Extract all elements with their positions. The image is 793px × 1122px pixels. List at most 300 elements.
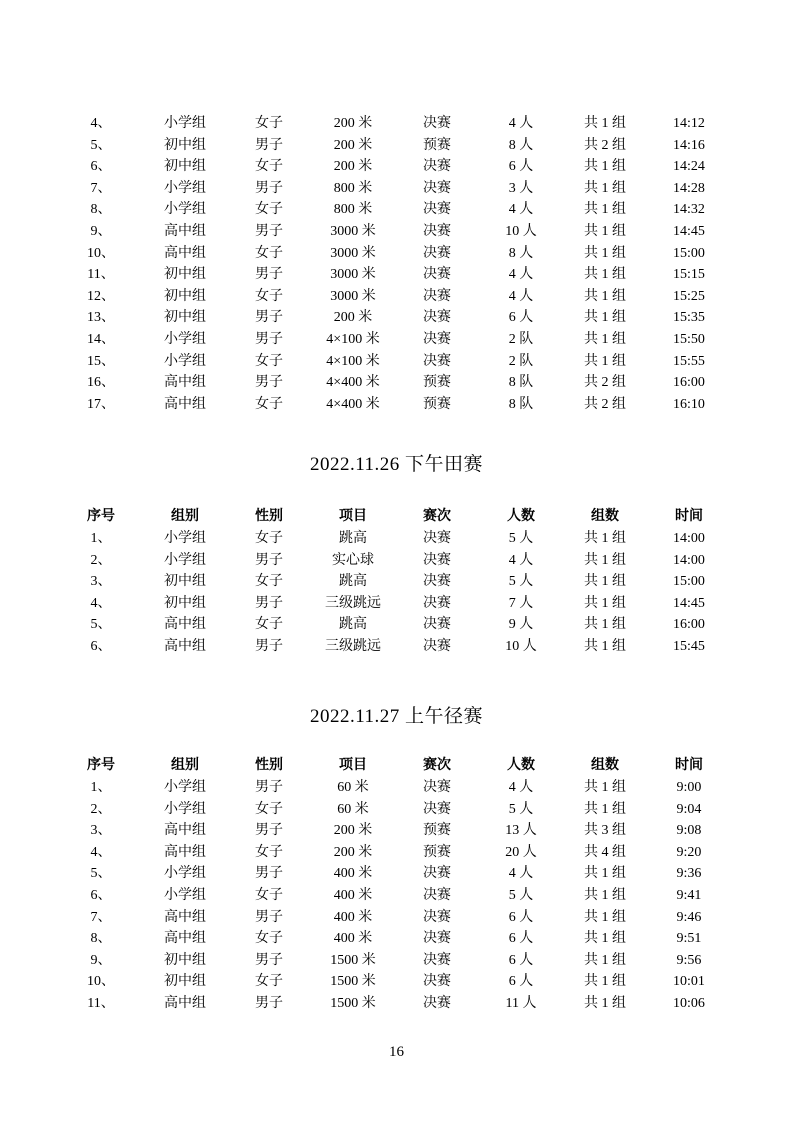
column-header: 赛次 (423, 509, 451, 525)
table-cell: 11、 (87, 267, 115, 283)
table-cell: 跳高 (339, 617, 367, 633)
table-cell: 6 人 (508, 952, 534, 968)
table-cell: 14:12 (673, 116, 705, 131)
table-cell: 10:06 (673, 996, 705, 1011)
table-cell: 15:55 (673, 353, 705, 369)
table-cell: 17、 (87, 396, 115, 412)
table-row (59, 614, 731, 636)
table-cell: 8 队 (508, 396, 534, 412)
table-cell: 共 3 组 (584, 823, 626, 839)
table-cell: 共 1 组 (584, 530, 626, 546)
table-row (59, 885, 731, 907)
table-cell: 11 人 (505, 996, 537, 1011)
table-cell: 3 人 (508, 180, 534, 196)
table-cell: 9:51 (676, 931, 702, 947)
table-cell: 决赛 (423, 353, 451, 369)
table-cell: 初中组 (164, 267, 206, 283)
table-cell: 男子 (255, 866, 283, 882)
table-cell: 4 人 (508, 116, 534, 131)
table-cell: 7、 (90, 909, 112, 925)
table-cell: 共 1 组 (584, 780, 626, 796)
table-cell: 13、 (87, 310, 115, 326)
table-cell: 1、 (90, 780, 112, 796)
table-cell: 预赛 (423, 844, 451, 860)
column-header: 性别 (255, 509, 283, 525)
table-cell: 共 1 组 (584, 245, 626, 261)
table-cell: 7、 (90, 180, 112, 196)
table-cell: 预赛 (423, 375, 451, 391)
table-cell: 2 队 (508, 331, 534, 347)
table-cell: 6、 (90, 159, 112, 175)
table-cell: 共 1 组 (584, 888, 626, 904)
table-cell: 8、 (90, 202, 112, 218)
table-cell: 共 1 组 (584, 288, 626, 304)
table-cell: 决赛 (423, 801, 451, 817)
table-cell: 共 1 组 (584, 159, 626, 175)
table-cell: 14:00 (673, 530, 705, 546)
table-cell: 共 1 组 (584, 595, 626, 611)
table-cell: 女子 (255, 202, 283, 218)
table-cell: 小学组 (164, 353, 206, 369)
column-header: 序号 (87, 509, 115, 525)
table-cell: 6 人 (508, 931, 534, 947)
table-cell: 决赛 (423, 223, 451, 239)
table-cell: 9:08 (676, 823, 702, 839)
table-row (59, 221, 731, 243)
table-cell: 预赛 (423, 823, 451, 839)
table-cell: 决赛 (423, 267, 451, 283)
table-cell: 共 2 组 (584, 396, 626, 412)
table-cell: 高中组 (164, 223, 206, 239)
table-cell: 共 1 组 (584, 974, 626, 990)
table-cell: 12、 (87, 288, 115, 304)
table-cell: 400 米 (333, 866, 373, 882)
table-cell: 决赛 (423, 574, 451, 590)
table-cell: 200 米 (333, 137, 373, 153)
table-cell: 60 米 (337, 780, 369, 796)
table-cell: 女子 (255, 617, 283, 633)
table-cell: 共 1 组 (584, 574, 626, 590)
table-cell: 5 人 (508, 530, 534, 546)
section-title: 2022.11.26 下午田赛 (309, 454, 484, 476)
table-cell: 决赛 (423, 888, 451, 904)
table-cell: 共 1 组 (584, 866, 626, 882)
table-cell: 初中组 (164, 974, 206, 990)
column-header: 时间 (675, 509, 703, 525)
table-cell: 7 人 (508, 595, 534, 611)
table-cell: 小学组 (164, 331, 206, 347)
page-number: 16 (389, 1043, 404, 1060)
table-cell: 高中组 (164, 396, 206, 412)
table-cell: 14:32 (673, 202, 705, 218)
table-cell: 16:10 (673, 396, 705, 412)
table-cell: 15:00 (673, 574, 705, 590)
table-cell: 三级跳远 (325, 638, 381, 654)
table-cell: 6 人 (508, 310, 534, 326)
table-cell: 14:45 (673, 223, 705, 239)
table-cell: 200 米 (333, 844, 373, 860)
table-cell: 4×100 米 (326, 353, 380, 369)
table-row (59, 243, 731, 265)
table-row (59, 113, 731, 135)
table-cell: 女子 (255, 396, 283, 412)
table-cell: 实心球 (332, 552, 374, 568)
table-cell: 9 人 (508, 617, 534, 633)
table-cell: 小学组 (164, 888, 206, 904)
table-cell: 小学组 (164, 180, 206, 196)
table-cell: 小学组 (164, 116, 206, 131)
table-cell: 15:45 (673, 638, 705, 654)
table-cell: 14:16 (673, 137, 705, 153)
schedule-section (0, 113, 793, 415)
table-cell: 400 米 (333, 931, 373, 947)
table-cell: 4 人 (508, 202, 534, 218)
table-cell: 4 人 (508, 552, 534, 568)
table-cell: 小学组 (164, 530, 206, 546)
table-cell: 男子 (255, 331, 283, 347)
table-row (59, 950, 731, 972)
table-row (59, 571, 731, 593)
table-cell: 男子 (255, 952, 283, 968)
table-cell: 决赛 (423, 180, 451, 196)
table-cell: 小学组 (164, 552, 206, 568)
table-cell: 决赛 (423, 288, 451, 304)
table-row (59, 307, 731, 329)
table-cell: 女子 (255, 574, 283, 590)
column-header: 组别 (171, 509, 199, 525)
table-cell: 男子 (255, 638, 283, 654)
column-header: 组数 (591, 758, 619, 774)
table-row (59, 264, 731, 286)
column-header: 组别 (171, 758, 199, 774)
table-row (59, 777, 731, 799)
table-cell: 200 米 (333, 159, 373, 175)
table-cell: 9、 (90, 952, 112, 968)
table-cell: 女子 (255, 974, 283, 990)
table-cell: 9:46 (676, 909, 702, 925)
table-cell: 决赛 (423, 866, 451, 882)
table-cell: 男子 (255, 310, 283, 326)
table-cell: 400 米 (333, 909, 373, 925)
schedule-sections (0, 113, 793, 1015)
table-cell: 200 米 (333, 116, 373, 131)
table-cell: 800 米 (333, 180, 373, 196)
table-cell: 10:01 (673, 974, 705, 990)
table-cell: 决赛 (423, 331, 451, 347)
table-row (59, 799, 731, 821)
table-row (59, 993, 731, 1015)
table-cell: 决赛 (423, 116, 451, 131)
table-cell: 共 1 组 (584, 202, 626, 218)
table-cell: 共 1 组 (584, 931, 626, 947)
schedule-table (59, 755, 731, 1014)
table-cell: 决赛 (423, 638, 451, 654)
table-cell: 决赛 (423, 159, 451, 175)
table-cell: 男子 (255, 823, 283, 839)
table-cell: 4×100 米 (326, 331, 380, 347)
table-cell: 共 1 组 (584, 552, 626, 568)
table-cell: 跳高 (339, 574, 367, 590)
table-cell: 6、 (90, 638, 112, 654)
table-cell: 9:36 (676, 866, 702, 882)
table-cell: 4 人 (508, 866, 534, 882)
table-cell: 共 2 组 (584, 375, 626, 391)
table-cell: 15:00 (673, 245, 705, 261)
table-cell: 高中组 (164, 638, 206, 654)
table-cell: 男子 (255, 180, 283, 196)
table-cell: 决赛 (423, 202, 451, 218)
table-cell: 4、 (90, 844, 112, 860)
column-header: 项目 (339, 758, 367, 774)
table-cell: 共 1 组 (584, 638, 626, 654)
table-cell: 16:00 (673, 617, 705, 633)
table-cell: 高中组 (164, 823, 206, 839)
table-cell: 初中组 (164, 159, 206, 175)
table-cell: 跳高 (339, 530, 367, 546)
table-cell: 5、 (90, 866, 112, 882)
table-cell: 3000 米 (330, 267, 376, 283)
table-row (59, 286, 731, 308)
table-cell: 男子 (255, 267, 283, 283)
table-cell: 1500 米 (330, 952, 376, 968)
table-row (59, 528, 731, 550)
table-cell: 8 人 (508, 137, 534, 153)
table-cell: 10、 (87, 245, 115, 261)
schedule-table (59, 113, 731, 415)
table-cell: 初中组 (164, 137, 206, 153)
table-cell: 4 人 (508, 267, 534, 283)
table-header-row (59, 506, 731, 528)
table-cell: 预赛 (423, 137, 451, 153)
table-cell: 6 人 (508, 974, 534, 990)
table-cell: 小学组 (164, 780, 206, 796)
table-cell: 14:00 (673, 552, 705, 568)
table-cell: 10 人 (505, 223, 537, 239)
table-cell: 男子 (255, 595, 283, 611)
table-cell: 小学组 (164, 801, 206, 817)
table-cell: 决赛 (423, 617, 451, 633)
table-cell: 初中组 (164, 288, 206, 304)
table-cell: 共 1 组 (584, 952, 626, 968)
table-cell: 4、 (90, 116, 112, 131)
table-cell: 4×400 米 (326, 375, 380, 391)
table-cell: 14:45 (673, 595, 705, 611)
table-cell: 14:28 (673, 180, 705, 196)
table-cell: 男子 (255, 375, 283, 391)
table-cell: 初中组 (164, 595, 206, 611)
table-row (59, 593, 731, 615)
table-cell: 男子 (255, 552, 283, 568)
table-cell: 60 米 (337, 801, 369, 817)
table-cell: 4×400 米 (326, 396, 380, 412)
table-row (59, 156, 731, 178)
table-cell: 9:00 (676, 780, 702, 796)
table-cell: 女子 (255, 159, 283, 175)
table-cell: 15:25 (673, 288, 705, 304)
schedule-section (0, 451, 793, 657)
table-row (59, 820, 731, 842)
table-cell: 高中组 (164, 996, 206, 1011)
column-header: 项目 (339, 509, 367, 525)
table-cell: 决赛 (423, 595, 451, 611)
table-cell: 200 米 (333, 823, 373, 839)
table-cell: 高中组 (164, 617, 206, 633)
table-cell: 9、 (90, 223, 112, 239)
table-cell: 高中组 (164, 844, 206, 860)
table-cell: 高中组 (164, 375, 206, 391)
table-cell: 初中组 (164, 952, 206, 968)
column-header: 人数 (507, 509, 535, 525)
table-cell: 1500 米 (330, 974, 376, 990)
table-cell: 4 人 (508, 288, 534, 304)
table-cell: 10、 (87, 974, 115, 990)
table-cell: 初中组 (164, 310, 206, 326)
table-cell: 共 1 组 (584, 116, 626, 131)
table-cell: 共 1 组 (584, 617, 626, 633)
table-cell: 6、 (90, 888, 112, 904)
table-cell: 共 1 组 (584, 353, 626, 369)
table-cell: 共 1 组 (584, 331, 626, 347)
table-row (59, 135, 731, 157)
column-header: 人数 (507, 758, 535, 774)
table-cell: 5 人 (508, 574, 534, 590)
table-cell: 初中组 (164, 574, 206, 590)
table-cell: 2、 (90, 552, 112, 568)
table-cell: 女子 (255, 801, 283, 817)
table-cell: 决赛 (423, 931, 451, 947)
table-cell: 女子 (255, 844, 283, 860)
table-cell: 预赛 (423, 396, 451, 412)
table-cell: 200 米 (333, 310, 373, 326)
table-cell: 20 人 (505, 844, 537, 860)
table-cell: 16、 (87, 375, 115, 391)
table-row (59, 907, 731, 929)
table-cell: 共 2 组 (584, 137, 626, 153)
table-cell: 15:35 (673, 310, 705, 326)
table-cell: 决赛 (423, 245, 451, 261)
table-cell: 8 队 (508, 375, 534, 391)
table-cell: 男子 (255, 137, 283, 153)
table-cell: 男子 (255, 780, 283, 796)
schedule-section (0, 703, 793, 1014)
table-cell: 9:56 (676, 952, 702, 968)
table-cell: 11、 (87, 996, 115, 1011)
table-cell: 男子 (255, 223, 283, 239)
table-cell: 共 1 组 (584, 801, 626, 817)
table-cell: 决赛 (423, 780, 451, 796)
table-cell: 共 1 组 (584, 996, 626, 1011)
table-cell: 共 4 组 (584, 844, 626, 860)
table-cell: 决赛 (423, 909, 451, 925)
table-row (59, 636, 731, 658)
table-row (59, 178, 731, 200)
table-cell: 共 1 组 (584, 267, 626, 283)
table-cell: 高中组 (164, 245, 206, 261)
table-cell: 决赛 (423, 996, 451, 1011)
table-cell: 共 1 组 (584, 310, 626, 326)
table-cell: 高中组 (164, 931, 206, 947)
table-cell: 3000 米 (330, 245, 376, 261)
table-cell: 决赛 (423, 530, 451, 546)
table-cell: 共 1 组 (584, 180, 626, 196)
column-header: 组数 (591, 509, 619, 525)
table-cell: 三级跳远 (325, 595, 381, 611)
table-cell: 3、 (90, 823, 112, 839)
table-cell: 5、 (90, 137, 112, 153)
table-cell: 6 人 (508, 909, 534, 925)
table-cell: 10 人 (505, 638, 537, 654)
table-header-row (59, 755, 731, 777)
table-row (59, 550, 731, 572)
table-cell: 15:50 (673, 331, 705, 347)
table-cell: 6 人 (508, 159, 534, 175)
table-cell: 女子 (255, 931, 283, 947)
table-cell: 决赛 (423, 552, 451, 568)
table-cell: 9:41 (676, 888, 702, 904)
table-cell: 5 人 (508, 801, 534, 817)
table-cell: 女子 (255, 288, 283, 304)
table-cell: 男子 (255, 996, 283, 1011)
table-cell: 9:20 (676, 844, 702, 860)
table-cell: 800 米 (333, 202, 373, 218)
table-cell: 小学组 (164, 202, 206, 218)
table-cell: 3000 米 (330, 288, 376, 304)
table-row (59, 394, 731, 416)
table-cell: 高中组 (164, 909, 206, 925)
table-cell: 5 人 (508, 888, 534, 904)
table-cell: 4、 (90, 595, 112, 611)
table-cell: 女子 (255, 530, 283, 546)
schedule-table (59, 506, 731, 657)
table-cell: 1500 米 (330, 996, 376, 1011)
table-cell: 共 1 组 (584, 223, 626, 239)
table-row (59, 199, 731, 221)
table-cell: 3、 (90, 574, 112, 590)
table-cell: 13 人 (505, 823, 537, 839)
table-cell: 16:00 (673, 375, 705, 391)
column-header: 时间 (675, 758, 703, 774)
table-row (59, 351, 731, 373)
table-cell: 男子 (255, 909, 283, 925)
column-header: 赛次 (423, 758, 451, 774)
table-cell: 3000 米 (330, 223, 376, 239)
column-header: 性别 (255, 758, 283, 774)
table-row (59, 842, 731, 864)
table-cell: 14、 (87, 331, 115, 347)
table-row (59, 971, 731, 993)
table-cell: 女子 (255, 245, 283, 261)
table-cell: 女子 (255, 888, 283, 904)
table-cell: 400 米 (333, 888, 373, 904)
table-cell: 15:15 (673, 267, 705, 283)
table-cell: 2、 (90, 801, 112, 817)
table-cell: 5、 (90, 617, 112, 633)
section-title: 2022.11.27 上午径赛 (309, 706, 484, 728)
table-cell: 女子 (255, 116, 283, 131)
table-cell: 共 1 组 (584, 909, 626, 925)
table-cell: 决赛 (423, 974, 451, 990)
table-cell: 决赛 (423, 310, 451, 326)
table-cell: 15、 (87, 353, 115, 369)
table-row (59, 329, 731, 351)
table-row (59, 928, 731, 950)
table-cell: 决赛 (423, 952, 451, 968)
table-cell: 14:24 (673, 159, 705, 175)
table-cell: 女子 (255, 353, 283, 369)
table-cell: 1、 (90, 530, 112, 546)
table-cell: 9:04 (676, 801, 702, 817)
table-cell: 2 队 (508, 353, 534, 369)
